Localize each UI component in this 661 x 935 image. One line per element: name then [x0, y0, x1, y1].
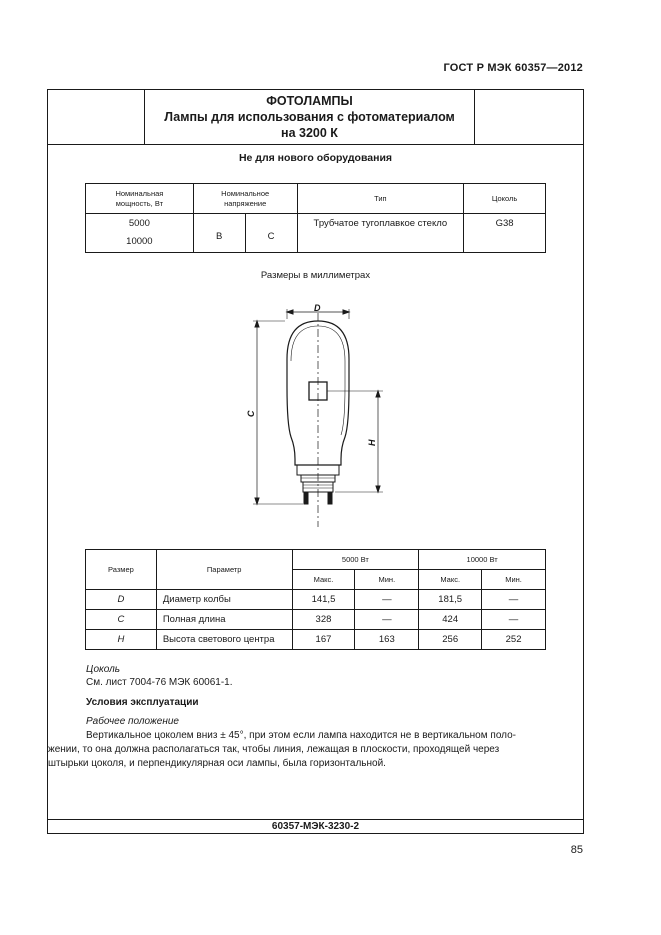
table-row: D Диаметр колбы 141,5 — 181,5 — [86, 590, 546, 610]
sheet-footer: 60357-МЭК-3230-2 [48, 819, 583, 834]
label-c: C [246, 410, 256, 417]
position-line-3: штырьки цоколя, и перпендикулярная оси лампы, была горизонтальной. [48, 758, 386, 769]
standard-number: ГОСТ Р МЭК 60357—2012 [443, 62, 583, 74]
power-5000: 5000 [128, 218, 150, 229]
operating-conditions-heading: Условия эксплуатации [86, 697, 199, 708]
operating-position-heading: Рабочее положение [86, 716, 179, 727]
table-row: C Полная длина 328 — 424 — [86, 610, 546, 630]
base-heading: Цоколь [86, 664, 121, 675]
power-10000: 10000 [126, 236, 153, 247]
header-5000w: 5000 Вт [292, 550, 419, 570]
header-base: Цоколь [464, 184, 546, 214]
lamp-spec-table [85, 183, 546, 253]
position-line-1: Вертикальное цоколем вниз ± 45°, при этом если лампа находится не в вертикальном поло- [86, 730, 516, 741]
dimensions-caption: Размеры в миллиметрах [260, 270, 371, 281]
header-min-10000: Мин. [482, 570, 546, 590]
cell-voltage-b: B [193, 214, 245, 253]
table-header-row [86, 550, 546, 570]
header-max-10000: Макс. [419, 570, 482, 590]
table-header-row [86, 184, 546, 214]
table-row: H Высота светового центра 167 163 256 252 [86, 630, 546, 650]
subtitle: Не для нового оборудования [238, 152, 393, 164]
header-min-5000: Мин. [355, 570, 419, 590]
title-box [144, 90, 475, 145]
header-max-5000: Макс. [292, 570, 355, 590]
operating-position-text [48, 729, 586, 771]
label-h: H [367, 439, 377, 446]
page-number: 85 [570, 844, 583, 856]
cell-type: Трубчатое тугоплавкое стекло [297, 214, 464, 253]
title-line-3: на 3200 К [281, 126, 338, 140]
table-row [86, 214, 546, 253]
lamp-drawing [243, 295, 393, 530]
cell-voltage-c: C [245, 214, 297, 253]
dimensions-table [85, 549, 546, 650]
pin-right [328, 492, 332, 504]
pin-left [304, 492, 308, 504]
title-line-1: ФОТОЛАМПЫ [266, 94, 353, 108]
header-parameter: Параметр [156, 550, 292, 590]
header-power: Номинальная мощность, Вт [86, 184, 194, 214]
cell-power [86, 214, 194, 253]
header-10000w: 10000 Вт [419, 550, 546, 570]
title-row [48, 90, 583, 145]
label-d: D [314, 303, 321, 313]
header-voltage: Номинальное напряжение [193, 184, 297, 214]
base-reference: См. лист 7004-76 МЭК 60061-1. [86, 677, 233, 688]
header-type: Тип [297, 184, 464, 214]
header-size: Размер [86, 550, 157, 590]
cell-base: G38 [464, 214, 546, 253]
title-line-2: Лампы для использования с фотоматериалом [164, 110, 455, 124]
data-sheet [47, 89, 584, 834]
position-line-2: жении, то она должна располагаться так, чтобы линия, лежащая в плоскости, проходящей через [48, 744, 500, 755]
